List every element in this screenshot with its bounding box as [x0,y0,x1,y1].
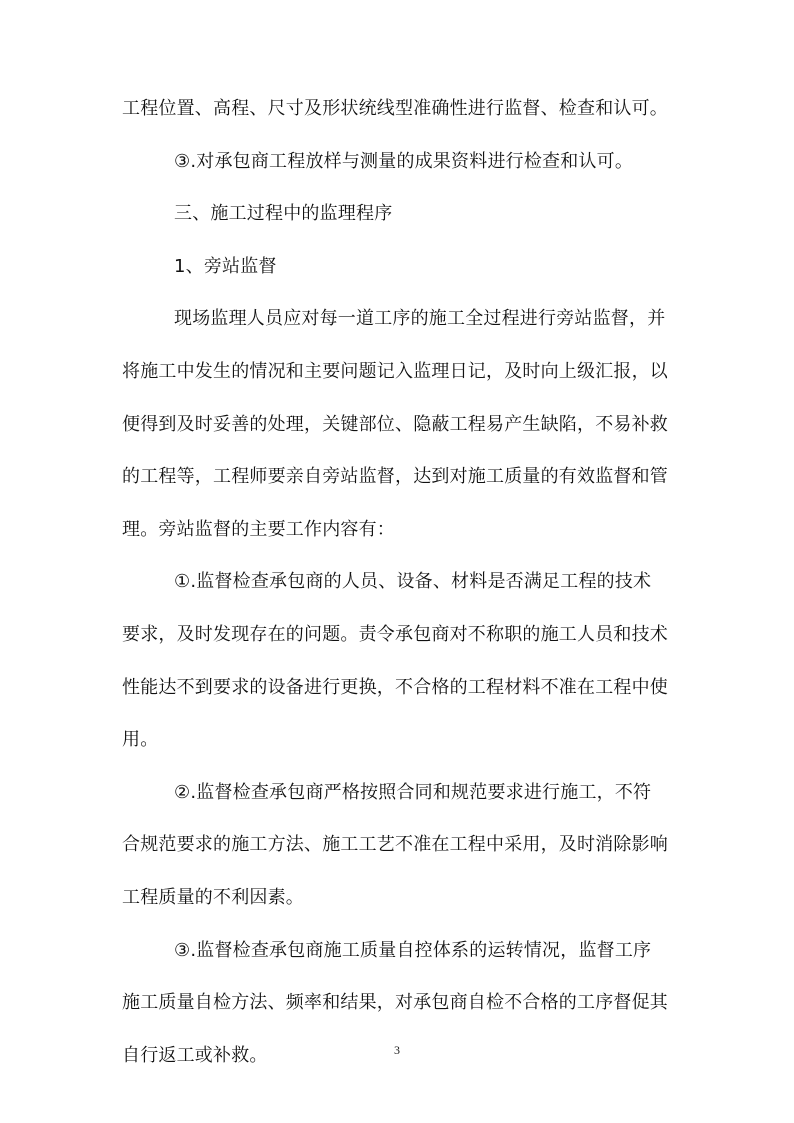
text-line-9: 理。旁站监督的主要工作内容有： [122,518,395,540]
text-line-2: ③.对承包商工程放样与测量的成果资料进行检查和认可。 [174,150,634,172]
text-line-13: 用。 [122,729,159,751]
text-line-6: 将施工中发生的情况和主要问题记入监理日记，及时向上级汇报，以 [122,360,668,382]
text-line-8: 的工程等，工程师要亲自旁站监督，达到对施工质量的有效监督和管 [122,466,668,488]
text-line-16: 工程质量的不利因素。 [122,886,304,908]
text-line-14: ②.监督检查承包商严格按照合同和规范要求进行施工，不符 [174,781,652,803]
text-line-19: 自行返工或补救。 [122,1044,268,1066]
text-line-11: 要求，及时发现存在的问题。责令承包商对不称职的施工人员和技术 [122,623,668,645]
text-line-18: 施工质量自检方法、频率和结果，对承包商自检不合格的工序督促其 [122,992,668,1014]
text-line-5: 现场监理人员应对每一道工序的施工全过程进行旁站监督，并 [174,308,666,330]
subsection-heading: 1、旁站监督 [174,255,277,277]
text-line-17: ③.监督检查承包商施工质量自控体系的运转情况，监督工序 [174,939,652,961]
text-line-12: 性能达不到要求的设备进行更换，不合格的工程材料不准在工程中使 [122,676,668,698]
page-number: 3 [394,1043,400,1057]
text-line-15: 合规范要求的施工方法、施工工艺不准在工程中采用，及时消除影响 [122,834,668,856]
text-line-7: 便得到及时妥善的处理，关键部位、隐蔽工程易产生缺陷，不易补救 [122,413,668,435]
text-line-10: ①.监督检查承包商的人员、设备、材料是否满足工程的技术 [174,571,652,593]
text-line-1: 工程位置、高程、尺寸及形状统线型准确性进行监督、检查和认可。 [122,98,668,119]
body-text [122,88,682,1087]
section-heading: 三、施工过程中的监理程序 [174,203,393,225]
